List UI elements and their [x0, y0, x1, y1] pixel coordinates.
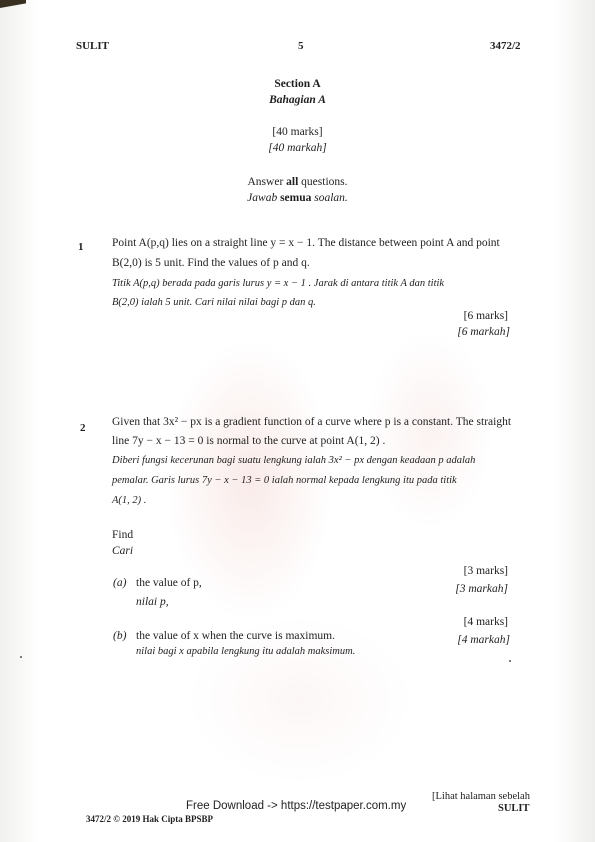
q1-text-line1: Point A(p,q) lies on a straight line y = x − 1. The distance between point A and point	[112, 237, 500, 249]
instruction-malay-suffix: soalan.	[314, 192, 348, 204]
q2b-marks: [4 marks]	[463, 616, 508, 628]
section-title: Section A	[274, 78, 321, 90]
next-page-note: [Lihat halaman sebelah	[432, 791, 530, 802]
section-marks: [40 marks]	[272, 126, 323, 138]
q2-find: Find	[112, 529, 134, 541]
q2-text-line1: Given that 3x² − px is a gradient function of a curve where p is a constant. The straight	[112, 416, 512, 428]
q2a-label: (a)	[113, 577, 127, 589]
q1-text-line3: Titik A(p,q) berada pada garis lurus y = x − 1 . Jarak di antara titik A dan titik	[112, 278, 445, 289]
q2b-text: the value of x when the curve is maximum.	[136, 630, 335, 642]
instruction-malay-bold: semua	[280, 192, 312, 204]
q2-text-line5: A(1, 2) .	[112, 495, 147, 506]
instruction-bold: all	[286, 176, 299, 188]
page-number: 5	[298, 40, 304, 52]
q2b-marks-malay: [4 markah]	[457, 634, 510, 646]
q1-marks-malay: [6 markah]	[457, 326, 510, 338]
section-title-malay: Bahagian A	[269, 94, 326, 106]
instruction-prefix: Answer	[247, 176, 284, 188]
q2-number: 2	[80, 422, 86, 434]
scan-speck	[20, 656, 22, 658]
q2-text-line3: Diberi fungsi kecerunan bagi suatu lengkung ialah 3x² − px dengan keadaan p adalah	[112, 455, 476, 466]
footer-sulit: SULIT	[498, 803, 530, 814]
instruction-suffix: questions.	[301, 176, 348, 188]
q1-text-line4: B(2,0) ialah 5 unit. Cari nilai nilai bagi p dan q.	[112, 297, 316, 308]
instruction-malay-prefix: Jawab	[247, 192, 278, 204]
header-sulit: SULIT	[76, 40, 110, 52]
instruction	[0, 176, 595, 188]
q1-number: 1	[78, 241, 84, 253]
q2-text-line2: line 7y − x − 13 = 0 is normal to the curve at point A(1, 2) .	[112, 435, 386, 447]
q2b-label: (b)	[113, 630, 127, 642]
q2a-marks-malay: [3 markah]	[455, 583, 508, 595]
copyright-text: 3472/2 © 2019 Hak Cipta BPSBP	[86, 814, 213, 824]
q1-marks: [6 marks]	[463, 310, 508, 322]
download-link[interactable]: Free Download -> https://testpaper.com.my	[186, 800, 407, 812]
q1-text-line2: B(2,0) is 5 unit. Find the values of p and q.	[112, 257, 310, 269]
scan-speck	[509, 660, 511, 662]
copyright	[86, 814, 213, 824]
q2b-text-malay: nilai bagi x apabila lengkung itu adalah maksimum.	[136, 646, 356, 657]
q2-text-line4: pemalar. Garis lurus 7y − x − 13 = 0 ialah normal kepada lengkung itu pada titik	[112, 475, 457, 486]
instruction-malay	[0, 192, 595, 204]
paper-code: 3472/2	[490, 40, 521, 52]
q2a-text-malay: nilai p,	[136, 596, 169, 608]
q2a-marks: [3 marks]	[463, 565, 508, 577]
scan-corner-mark	[0, 0, 26, 8]
q2-find-malay: Cari	[112, 545, 134, 557]
q2a-text: the value of p,	[136, 577, 202, 589]
section-marks-malay: [40 markah]	[268, 142, 327, 154]
